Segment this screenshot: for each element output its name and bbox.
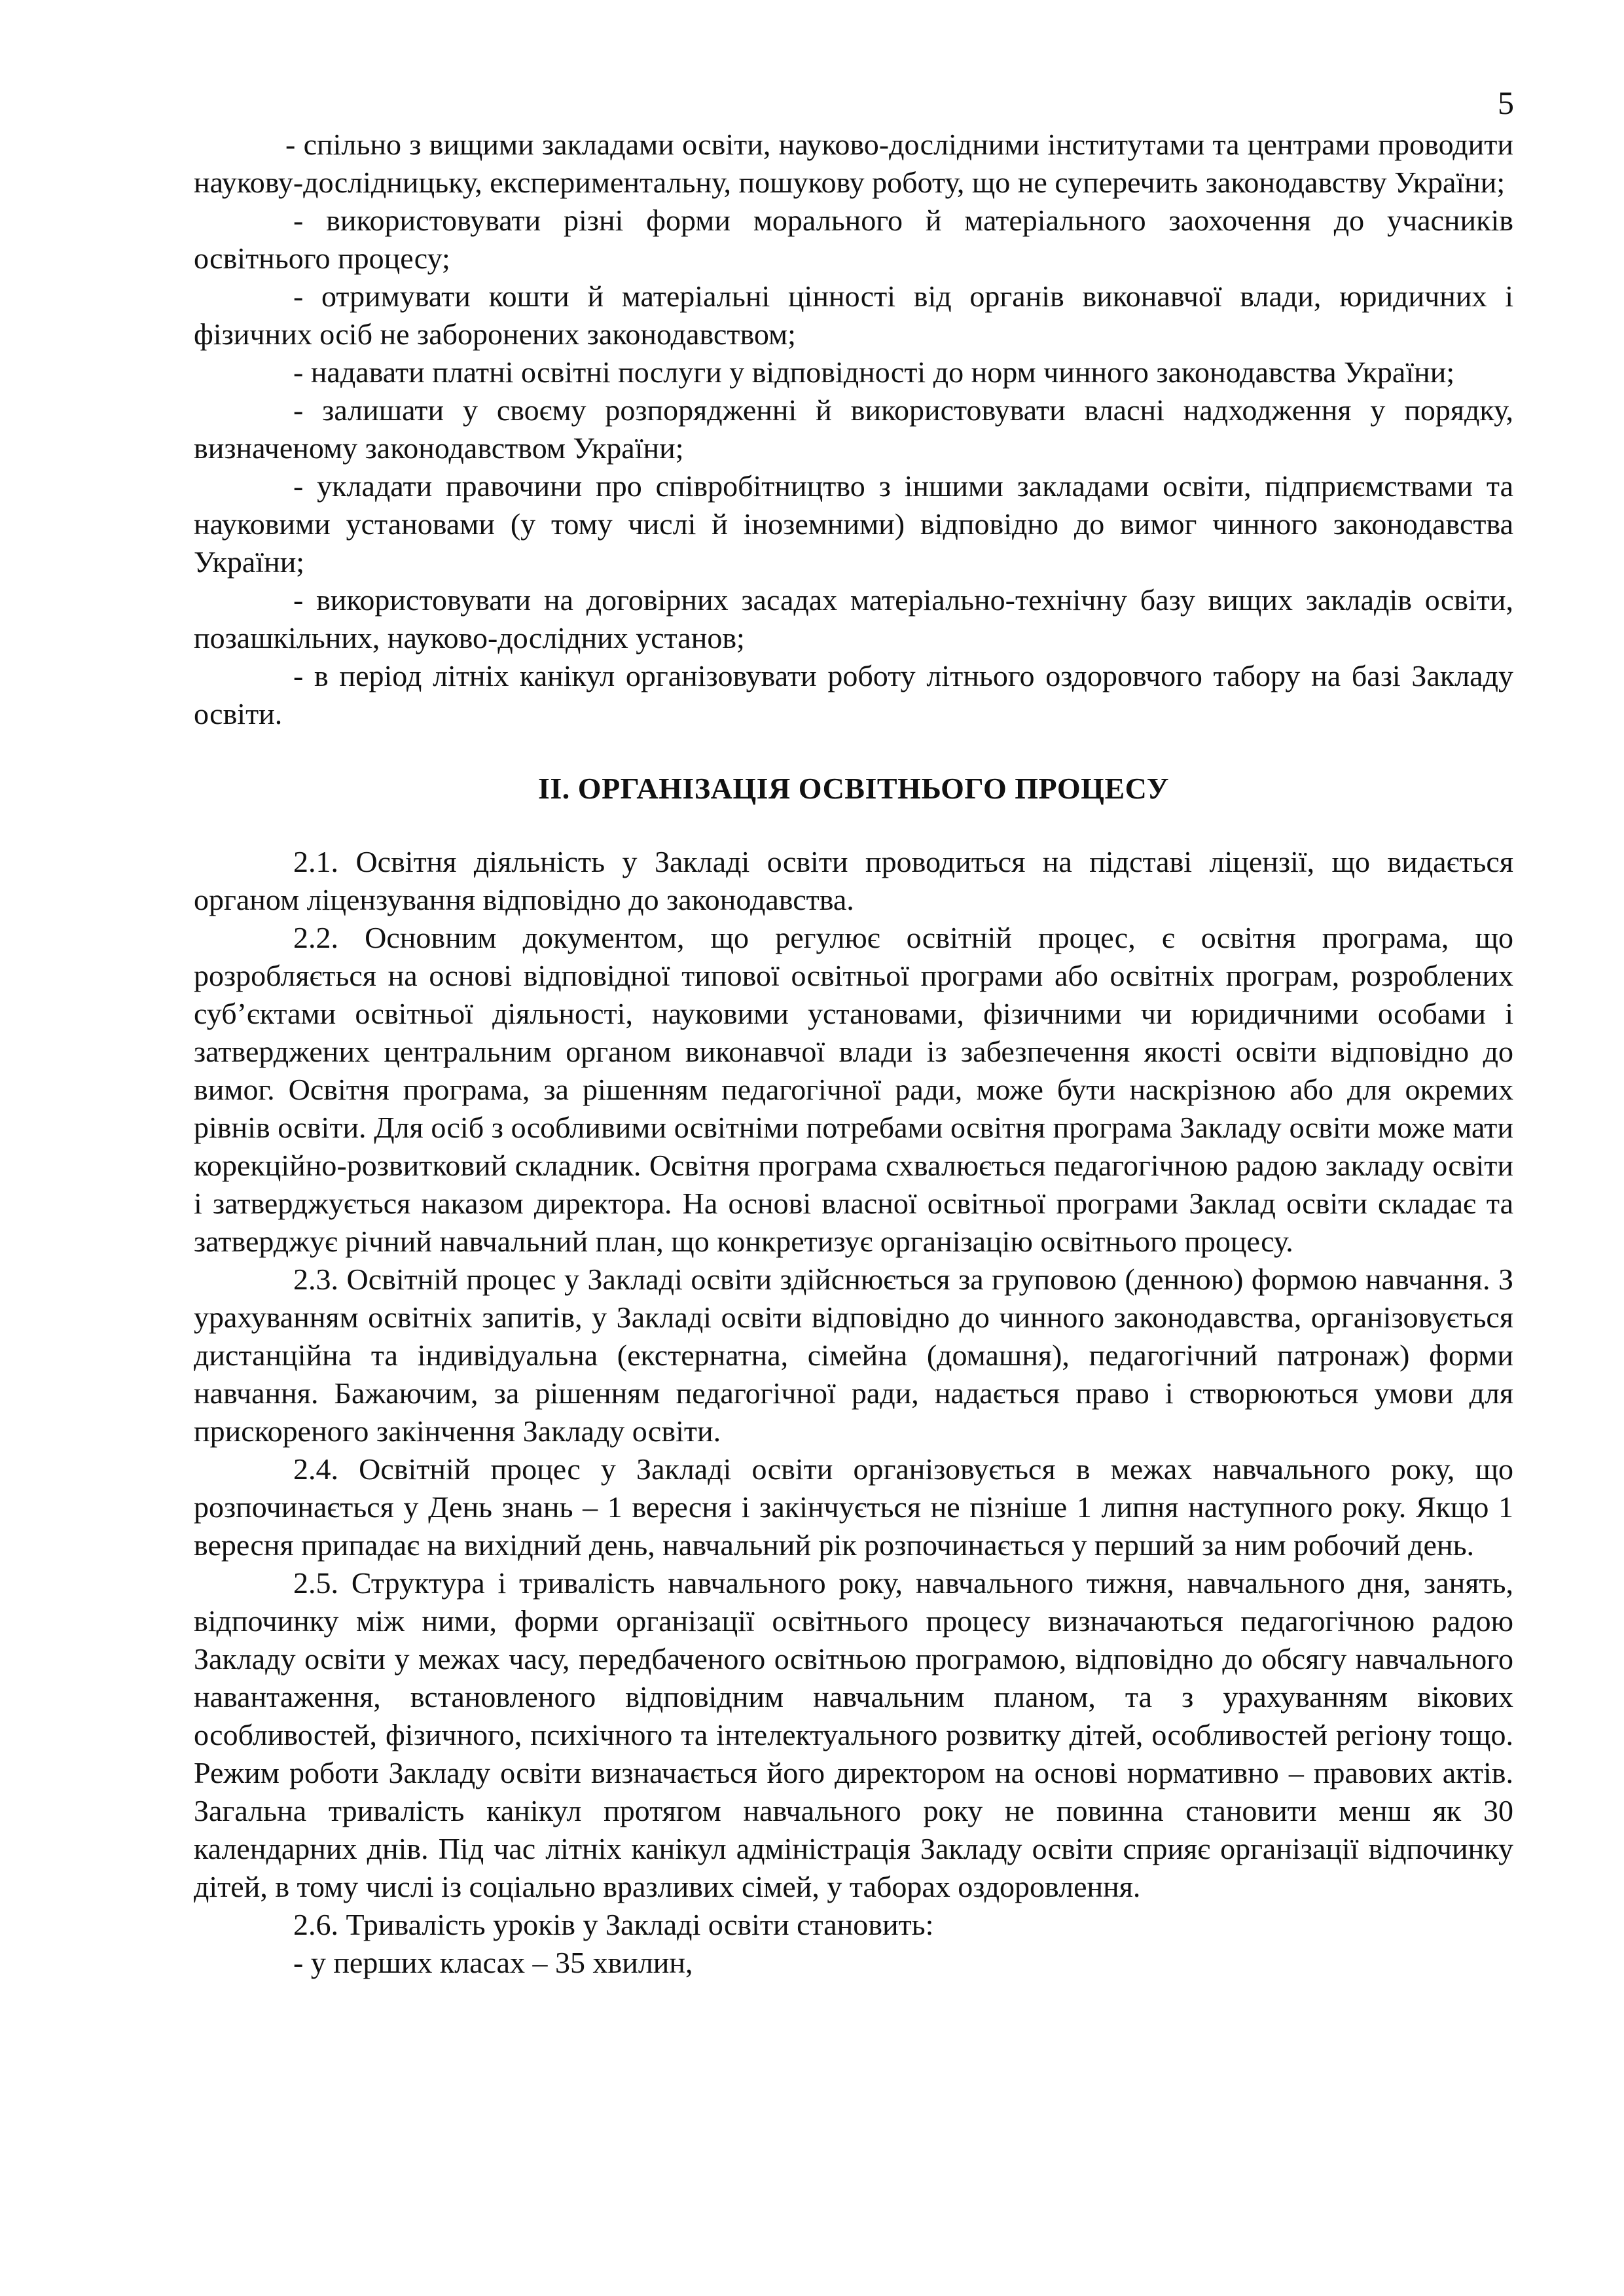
lesson-duration-item: - у перших класах – 35 хвилин, [293,1946,693,1979]
rights-item: - укладати правочини про співробітництво з іншими закладами освіти, підприємствами та науковими установами (у тому числі й іноземними) відповідно до вимог чинного законодавства України; [194,469,1513,579]
rights-item: - в період літніх канікул організовувати роботу літнього оздоровчого табору на базі Закладу освіти. [194,659,1513,730]
section-body [194,843,1513,1982]
rights-item: - спільно з вищими закладами освіти, науково-дослідними інститутами та центрами проводити наукову-дослідницьку, експериментальну, пошукову роботу, що не суперечить законодавству України; [194,128,1513,199]
section-heading: ІІ. ОРГАНІЗАЦІЯ ОСВІТНЬОГО ПРОЦЕСУ [537,772,1170,805]
rights-item: - залишати у своєму розпорядженні й використовувати власні надходження у порядку, визначеному законодавством України; [194,393,1513,465]
paragraph-2-4: 2.4. Освітній процес у Закладі освіти організовується в межах навчального року, що розпочинається у День знань – 1 вересня і закінчується не пізніше 1 липня наступного року. Якщо 1 вересня припадає на вихідний день, навчальний рік розпочинається у перший за ним робочий день. [194,1452,1513,1562]
paragraph-2-1: 2.1. Освітня діяльність у Закладі освіти проводиться на підставі ліцензії, що видається органом ліцензування відповідно до законодавства. [194,845,1513,916]
page-number: 5 [1498,84,1514,121]
document-page [194,85,1513,1982]
paragraph-2-6: 2.6. Тривалість уроків у Закладі освіти становить: [293,1908,934,1941]
rights-item: - отримувати кошти й матеріальні цінності від органів виконавчої влади, юридичних і фізичних осіб не заборонених законодавством; [194,279,1513,351]
paragraph-2-3: 2.3. Освітній процес у Закладі освіти здійснюється за груповою (денною) формою навчання. З урахуванням освітніх запитів, у Закладі освіти відповідно до чинного законодавства, організовується дистанційна та індивідуальна (екстернатна, сімейна (домашня), педагогічний патронаж) форми навчання. Бажаючим, за рішенням педагогічної ради, надається право і створюються умови для прискореного закінчення Закладу освіти. [194,1263,1513,1448]
paragraph-2-5: 2.5. Структура і тривалість навчального року, навчального тижня, навчального дня, занять, відпочинку між ними, форми організації освітнього процесу визначаються педагогічною радою Закладу освіти у межах часу, передбаченого освітньою програмою, відповідно до обсягу навчального навантаження, встановленого відповідним навчальним планом, та з урахуванням вікових особливостей, фізичного, психічного та інтелектуального розвитку дітей, особливостей регіону тощо. Режим роботи Закладу освіти визначається його директором на основі нормативно – правових актів. Загальна тривалість канікул протягом навчального року не повинна становити менш як 30 календарних днів. Під час літніх канікул адміністрація Закладу освіти сприяє організації відпочинку дітей, в тому числі із соціально вразливих сімей, у таборах оздоровлення. [194,1566,1513,1903]
paragraph-2-2: 2.2. Основним документом, що регулює освітній процес, є освітня програма, що розробляється на основі відповідної типової освітньої програми або освітніх програм, розроблених суб’єктами освітньої діяльності, науковими установами, фізичними чи юридичними особами і затверджених центральним органом виконавчої влади із забезпечення якості освіти відповідно до вимог. Освітня програма, за рішенням педагогічної ради, може бути наскрізною або для окремих рівнів освіти. Для осіб з особливими освітніми потребами освітня програма Закладу освіти може мати корекційно-розвитковий складник. Освітня програма схвалюється педагогічною радою закладу освіти і затверджується наказом директора. На основі власної освітньої програми Заклад освіти складає та затверджує річний навчальний план, що конкретизує організацію освітнього процесу. [194,921,1513,1258]
rights-item: - надавати платні освітні послуги у відповідності до норм чинного законодавства України; [293,355,1455,389]
rights-item: - використовувати різні форми морального й матеріального заохочення до учасників освітнього процесу; [194,204,1513,275]
rights-list [194,126,1513,733]
rights-item: - використовувати на договірних засадах матеріально-технічну базу вищих закладів освіти, позашкільних, науково-дослідних установ; [194,583,1513,655]
